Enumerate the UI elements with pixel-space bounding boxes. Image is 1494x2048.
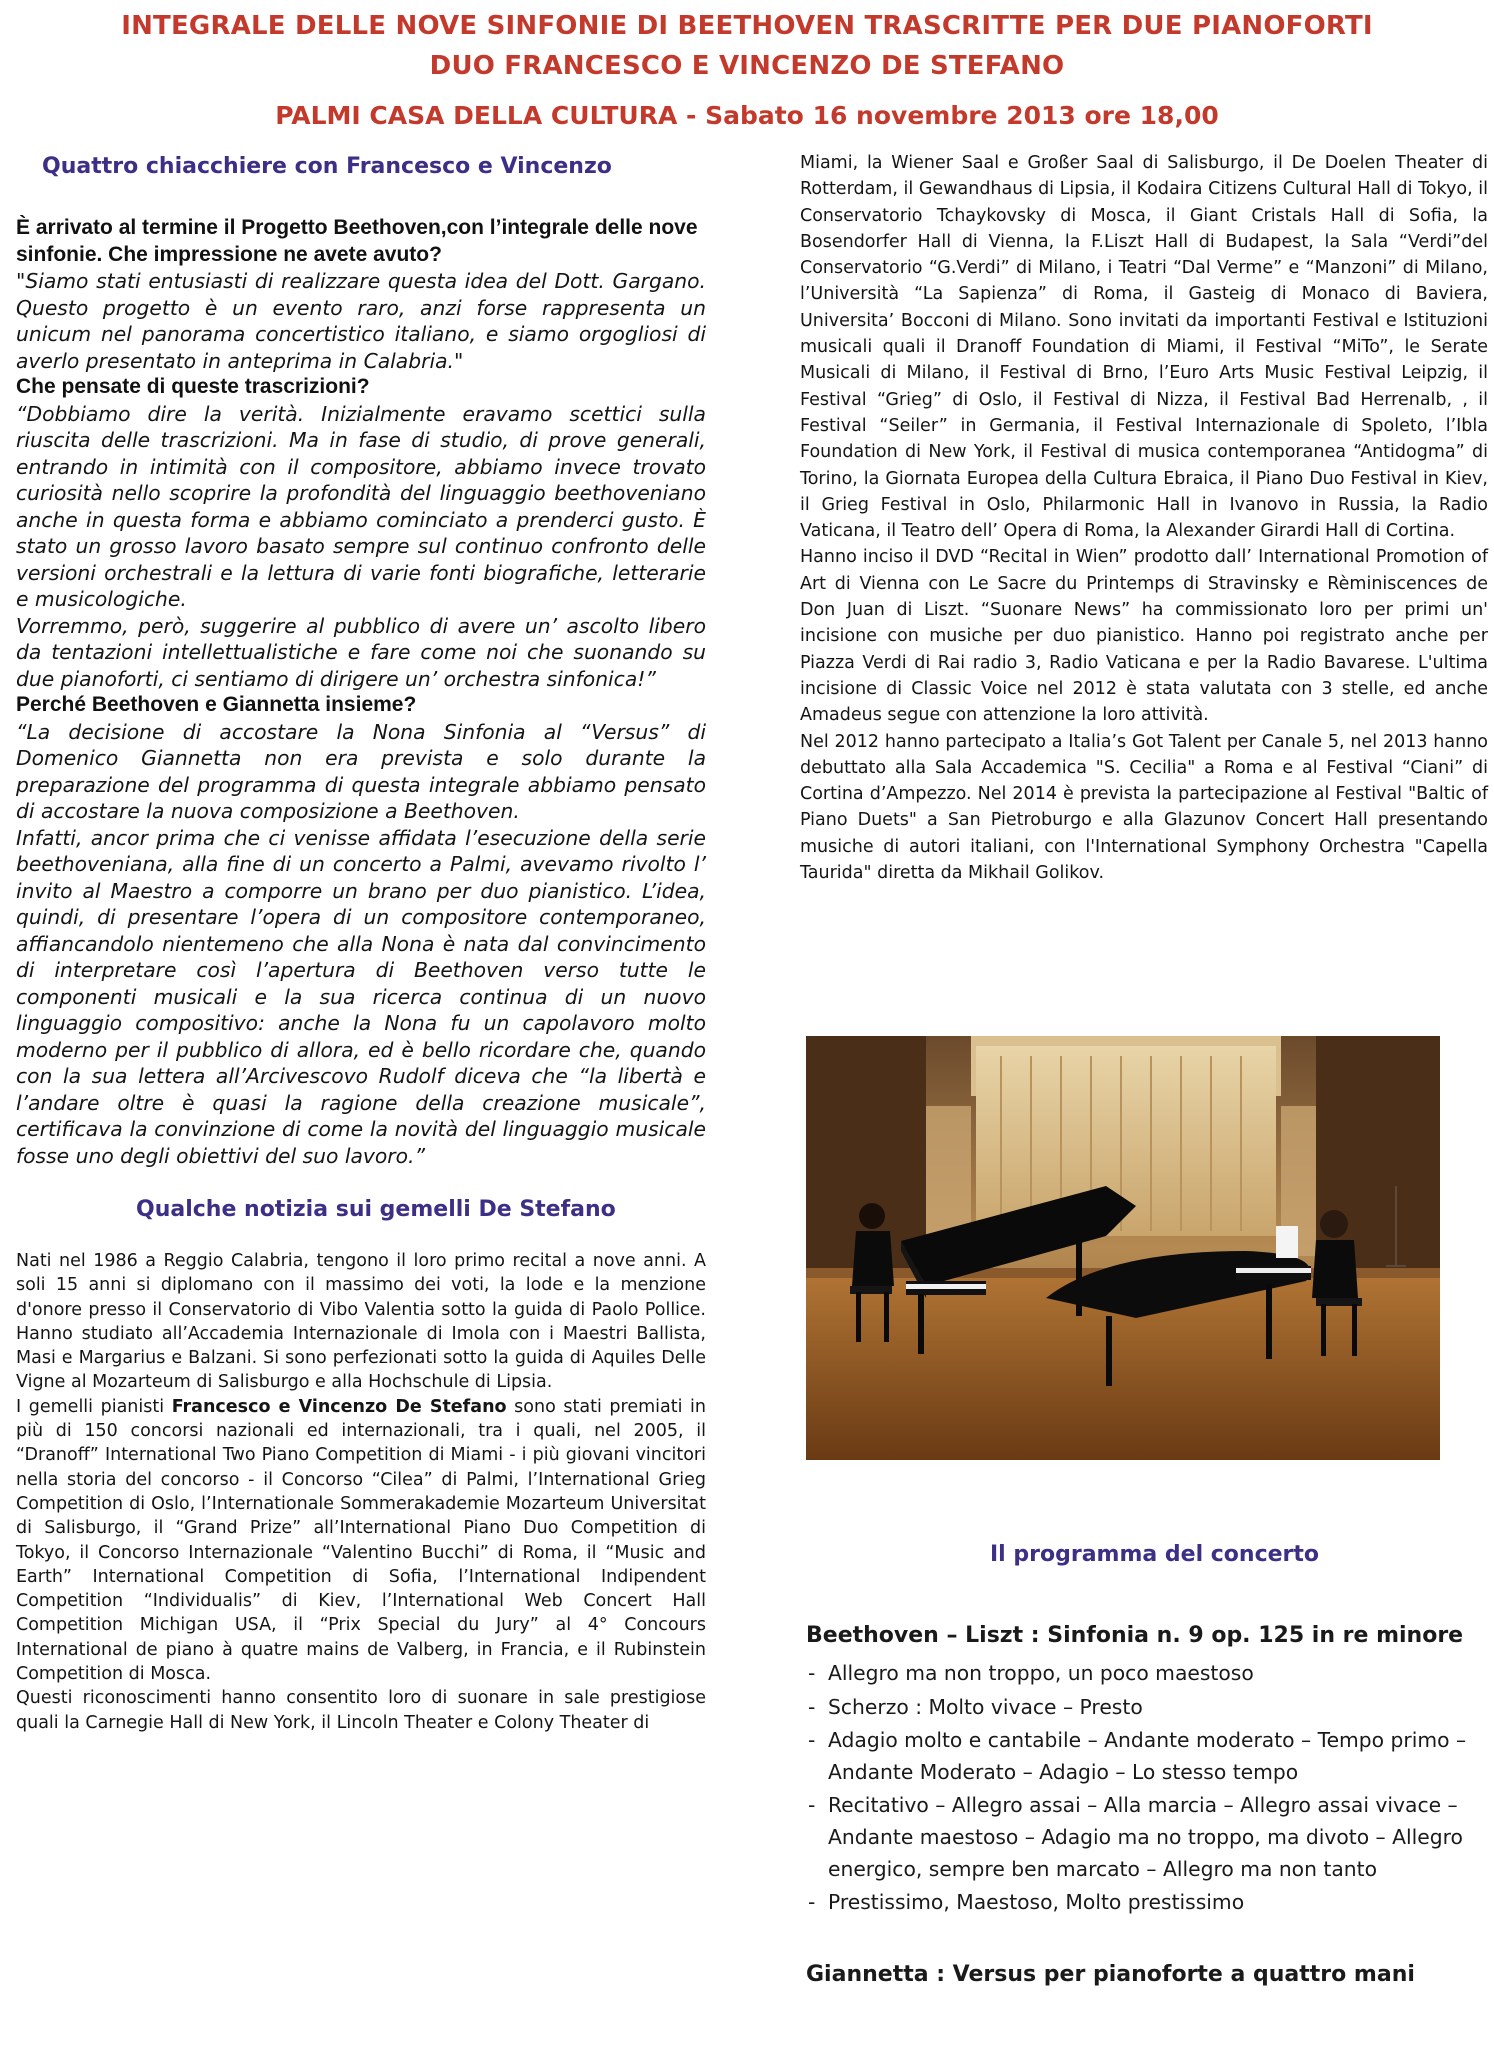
movement-item: - Adagio molto e cantabile – Andante moderato – Tempo primo – Andante Moderato – Adagio – Lo stesso tempo: [808, 1728, 1467, 1784]
interview-title: Quattro chiacchiere con Francesco e Vincenzo: [42, 154, 612, 179]
interview-answer-3: “La decisione di accostare la Nona Sinfonia al “Versus” di Domenico Giannetta non era prevista e solo durante la preparazione del programma di questa integrale abbiamo pensato di accostare la nuova composizione a Beethoven.: [16, 719, 706, 823]
headline-duo: DUO FRANCESCO E VINCENZO DE STEFANO: [429, 51, 1065, 81]
program-work-1: Beethoven – Liszt : Sinfonia n. 9 op. 125 in re minore: [806, 1623, 1464, 1648]
recordings-paragraph: Hanno inciso il DVD “Recital in Wien” prodotto dall’ International Promotion of Art di Vienna con Le Sacre du Printemps di Stravinsky e Rèminiscences de Don Juan di Liszt. “Suonare News” ha commissionato loro per primi un' incisione con musiche per duo pianistico. Hanno poi registrato anche per Piazza Verdi di Rai radio 3, Radio Vaticana e per la Radio Bavarese. L'ultima incisione di Classic Voice nel 2012 è stata valutata con 3 stelle, ed anche Amadeus segue con attenzione la loro attività.: [800, 547, 1488, 726]
bio-duo-names: Francesco e Vincenzo De Stefano: [171, 1396, 507, 1417]
interview-question-2: Che pensate di queste trascrizioni?: [16, 375, 370, 398]
recent-events-paragraph: Nel 2012 hanno partecipato a Italia’s Got Talent per Canale 5, nel 2013 hanno debuttato alla Sala Accademica "S. Cecilia" a Roma e al Festival “Ciani” di Cortina d’Ampezzo. Nel 2014 è prevista la partecipazione al Festival "Baltic of Piano Duets" a San Pietroburgo e alla Glazunov Concert Hall presentando musiche di autori italiani, con l'International Symphony Orchestra "Capella Taurida" diretta da Mikhail Golikov.: [800, 731, 1488, 884]
movement-item: - Scherzo : Molto vivace – Presto: [808, 1694, 1143, 1719]
venues-paragraph: Miami, la Wiener Saal e Großer Saal di Salisburgo, il De Doelen Theater di Rotterdam, il Gewandhaus di Lipsia, il Kodaira Citizens Cultural Hall di Tokyo, il Conservatorio Tchaykovsky di Mosca, il Giant Cristals Hall di Sofia, la Bosendorfer Hall di Vienna, la F.Liszt Hall di Budapest, la Sala “Verdi”del Conservatorio “G.Verdi” di Milano, i Teatri “Dal Verme” e “Manzoni” di Milano, l’Università “La Sapienza” di Roma, il Gasteig di Monaco di Baviera, Universita’ Bocconi di Milano. Sono invitati da importanti Festival e Istituzioni musicali quali il Dranoff Foundation di Miami, il Festival “MiTo”, le Serate Musicali di Milano, il Festival di Brno, l’Euro Arts Music Festival Leipzig, il Festival “Grieg” di Oslo, il Festival di Nizza, il Festival Bad Herrenalb, , il Festival “Seiler” in Germania, il Festival Internazionale di Spoleto, l’Ibla Foundation di New York, il Festival di musica contemporanea “Antidogma” di Torino, la Giornata Europea della Cultura Ebraica, il Piano Duo Festival in Kiev, il Grieg Festival in Oslo, Philarmonic Hall in Ivanovo in Russia, la Radio Vaticana, il Teatro dell’ Opera di Roma, la Alexander Girardi Hall di Cortina.: [800, 153, 1488, 542]
interview-answer-2: “Dobbiamo dire la verità. Inizialmente eravamo scettici sulla riuscita delle trascrizioni. Ma in fase di studio, di prove generali, entrando in intimità con il compositore, abbiamo invece trovato curiosità nello scoprire la profondità del linguaggio beethoveniano anche in questa forma e abbiamo cominciato a prenderci gusto. È stato un grosso lavoro basato sempre sul continuo confronto delle versioni orchestrali e la lettura di varie fonti biografiche, letterarie e musicologiche.: [16, 401, 706, 611]
movement-item: - Allegro ma non troppo, un poco maestoso: [808, 1661, 1254, 1685]
concert-photo: [806, 1036, 1440, 1460]
program-title: Il programma del concerto: [990, 1542, 1320, 1567]
movement-list: [806, 1658, 1494, 1919]
headline-title: INTEGRALE DELLE NOVE SINFONIE DI BEETHOVEN TRASCRITTE PER DUE PIANOFORTI: [121, 11, 1373, 41]
concert-program: [806, 1620, 1494, 1991]
movement-item: - Prestissimo, Maestoso, Molto prestissimo: [808, 1890, 1245, 1915]
bio-paragraph-2: I gemelli pianisti Francesco e Vincenzo De Stefano sono stati premiati in più di 150 concorsi nazionali ed internazionali, tra i quali, nel 2005, il “Dranoff” International Two Piano Competition di Miami - i più giovani vincitori nella storia del concorso - il Concorso “Cilea” di Palmi, l’International Grieg Competition di Oslo, l’Internationale Sommerakademie Mozarteum Universitat di Salisburgo, il “Grand Prize” all’International Piano Duo Competition di Tokyo, il Concorso Internazionale “Valentino Bucchi” di Roma, il “Music and Earth” International Competition di Sofia, l’International Indipendent Competition “Individualis” di Kiev, l’International Web Concert Hall Competition Michigan USA, il “Prix Special du Jury” al 4° Concours International de piano à quatre mains de Valberg, in Francia, e il Rubinstein Competition di Mosca.: [16, 1396, 706, 1685]
interview-answer-1: "Siamo stati entusiasti di realizzare questa idea del Dott. Gargano. Questo progetto è un evento raro, anzi forse rappresenta un unicum nel panorama concertistico italiano, e siamo orgogliosi di averlo presentato in anteprima in Calabria.": [16, 269, 706, 373]
movement-item: - Recitativo – Allegro assai – Alla marcia – Allegro assai vivace – Andante maestoso – Adagio ma no troppo, ma divoto – Allegro energico, sempre ben marcato – Allegro ma non tanto: [808, 1793, 1463, 1881]
interview-question-3: Perché Beethoven e Giannetta insieme?: [16, 693, 417, 716]
interview-question-1: È arrivato al termine il Progetto Beethoven,con l’integrale delle nove sinfonie. Che impressione ne avete avuto?: [16, 216, 698, 266]
right-column: [800, 150, 1488, 886]
page-header: [0, 6, 1494, 136]
program-work-2: Giannetta : Versus per pianoforte a quattro mani: [806, 1961, 1415, 1987]
bio-paragraph-1: Nati nel 1986 a Reggio Calabria, tengono il loro primo recital a nove anni. A soli 15 anni si diplomano con il massimo dei voti, la lode e la menzione d'onore presso il Conservatorio di Vibo Valentia sotto la guida di Paolo Pollice. Hanno studiato all’Accademia Internazionale di Imola con i Maestri Ballista, Masi e Margarius e Balzani. Si sono perfezionati sotto la guida di Aquiles Delle Vigne al Mozarteum di Salisburgo e alla Hochschule di Lipsia.: [16, 1251, 706, 1393]
bio-title: Qualche notizia sui gemelli De Stefano: [136, 1197, 616, 1222]
interview-answer-3b: Infatti, ancor prima che ci venisse affidata l’esecuzione della serie beethoveniana, alla fine di un concerto a Palmi, avevamo rivolto l’ invito al Maestro a comporre un brano per duo pianistico. L’idea, quindi, di presentare l’opera di un compositore contemporaneo, affiancandolo nientemeno che alla Nona è nata dal convincimento di interpretare così l’apertura di Beethoven verso tutte le componenti musicali e la sua ricerca continua di un nuovo linguaggio compositivo: anche la Nona fu un capolavoro molto moderno per il pubblico di allora, ed è bello ricordare che, quando con la sua lettera all’Arcivescovo Rudolf diceva che “la libertà e l’andare oltre è quasi la ragione della creazione musicale”, certificava la convinzione di come la novità del linguaggio musicale fosse uno degli obiettivi del suo lavoro.”: [16, 825, 706, 1168]
duo-pianists-image: [806, 1036, 1440, 1460]
left-column: [16, 152, 706, 1735]
interview-answer-2b: Vorremmo, però, suggerire al pubblico di avere un’ ascolto libero da tentazioni intellettualistiche e fare come noi che suonando su due pianoforti, ci sentiamo di dirigere un’ orchestra sinfonica!”: [16, 613, 706, 691]
bio-paragraph-3: Questi riconoscimenti hanno consentito loro di suonare in sale prestigiose quali la Carnegie Hall di New York, il Lincoln Theater e Colony Theater di: [16, 1688, 706, 1733]
headline-venue-date: PALMI CASA DELLA CULTURA - Sabato 16 novembre 2013 ore 18,00: [275, 101, 1219, 130]
